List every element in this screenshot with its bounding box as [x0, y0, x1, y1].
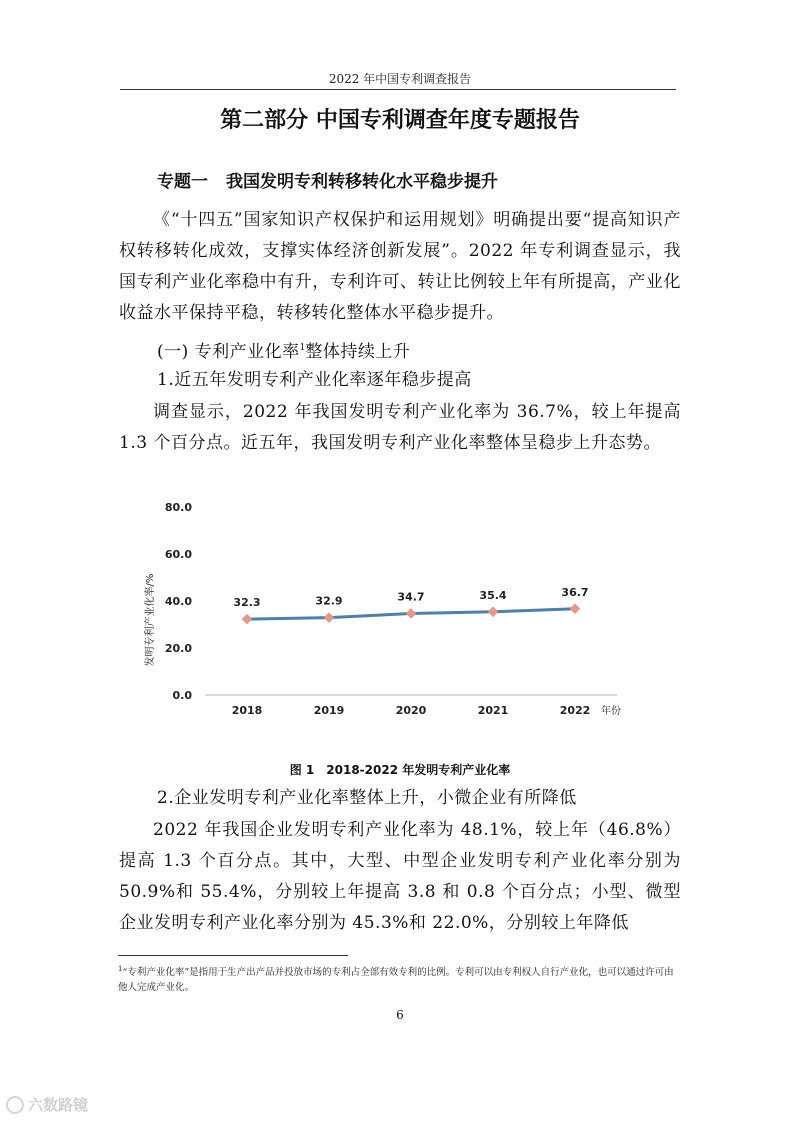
y-tick-label: 0.0: [172, 689, 192, 702]
page-number: 6: [396, 1008, 404, 1022]
paragraph-2: 2022 年我国企业发明专利产业化率为 48.1%，较上年（46.8%）提高 1.3 个百分点。其中，大型、中型企业发明专利产业化率分别为 50.9%和 55.4%，分别较上年提高 3.8 和 0.8 个百分点；小型、微型企业发明专利产业化率分别为 45.3%和 22.0%，分别较上年降低: [119, 820, 681, 933]
y-tick-label: 60.0: [164, 548, 192, 561]
topic-label: 专题一: [157, 172, 208, 192]
data-label: 35.4: [479, 588, 507, 602]
footnote: [118, 962, 680, 995]
footnote-mark: 1: [118, 965, 123, 973]
x-tick-label: 2019: [313, 704, 345, 717]
footnote-reference[interactable]: 1: [299, 343, 306, 353]
y-tick-label: 40.0: [164, 595, 192, 608]
intro-paragraph: 《“十四五”国家知识产权保护和运用规划》明确提出要“提高知识产权转移转化成效，支撑实体经济创新发展”。2022 年专利调查显示，我国专利产业化率稳中有升，专利许可、转让比例较上年有所提高，产业化收益水平保持平稳，转移转化整体水平稳步提升。: [119, 210, 681, 323]
part-title: 第二部分 中国专利调查年度专题报告: [220, 108, 580, 133]
data-label: 36.7: [561, 585, 589, 599]
running-header: 2022 年中国专利调查报告: [328, 72, 472, 86]
y-axis-title: 发明专利产业化率/%: [145, 573, 156, 667]
section-heading-text: (一) 专利产业化率: [157, 342, 300, 362]
data-label: 34.7: [397, 590, 425, 604]
data-point-marker: [324, 613, 334, 623]
section-heading-tail: 整体持续上升: [305, 342, 411, 362]
figure-caption: 图 1 2018-2022 年发明专利产业化率: [289, 763, 511, 777]
x-tick-label: 2021: [477, 704, 509, 717]
watermark-text: 六数路镜: [28, 1096, 89, 1114]
topic-heading: 我国发明专利转移转化水平稳步提升: [226, 172, 498, 192]
data-point-marker: [242, 614, 252, 624]
data-label: 32.9: [315, 594, 343, 608]
header-divider: [120, 89, 676, 90]
footnote-text: “专利产业化率”是指用于生产出产品并投放市场的专利占全部有效专利的比例。专利可以由专利权人自行产业化，也可以通过许可由他人完成产业化。: [118, 967, 674, 994]
section-heading: [157, 333, 410, 368]
x-tick-label: 2022: [559, 704, 591, 717]
paragraph-1: 调查显示，2022 年我国发明专利产业化率为 36.7%，较上年提高 1.3 个百分点。近五年，我国发明专利产业化率整体呈稳步上升态势。: [119, 402, 681, 453]
subheading-1: 1.近五年发明专利产业化率逐年稳步提高: [157, 370, 472, 390]
topic-title: [157, 167, 498, 192]
data-point-marker: [488, 607, 498, 617]
watermark-logo-icon: [6, 1096, 24, 1114]
y-tick-label: 20.0: [164, 642, 192, 655]
y-tick-label: 80.0: [164, 501, 192, 514]
x-tick-label: 2018: [231, 704, 263, 717]
subheading-2: 2.企业发明专利产业化率整体上升，小微企业有所降低: [157, 788, 577, 808]
y-axis-label: [143, 574, 156, 667]
footnote-divider: [118, 955, 348, 956]
watermark: [6, 1094, 88, 1115]
data-point-marker: [570, 604, 580, 614]
x-axis-title: 年份: [601, 706, 621, 717]
data-label: 32.3: [233, 596, 261, 610]
data-point-marker: [406, 608, 416, 618]
x-tick-label: 2020: [395, 704, 427, 717]
patent-industrialization-chart: [120, 490, 680, 740]
